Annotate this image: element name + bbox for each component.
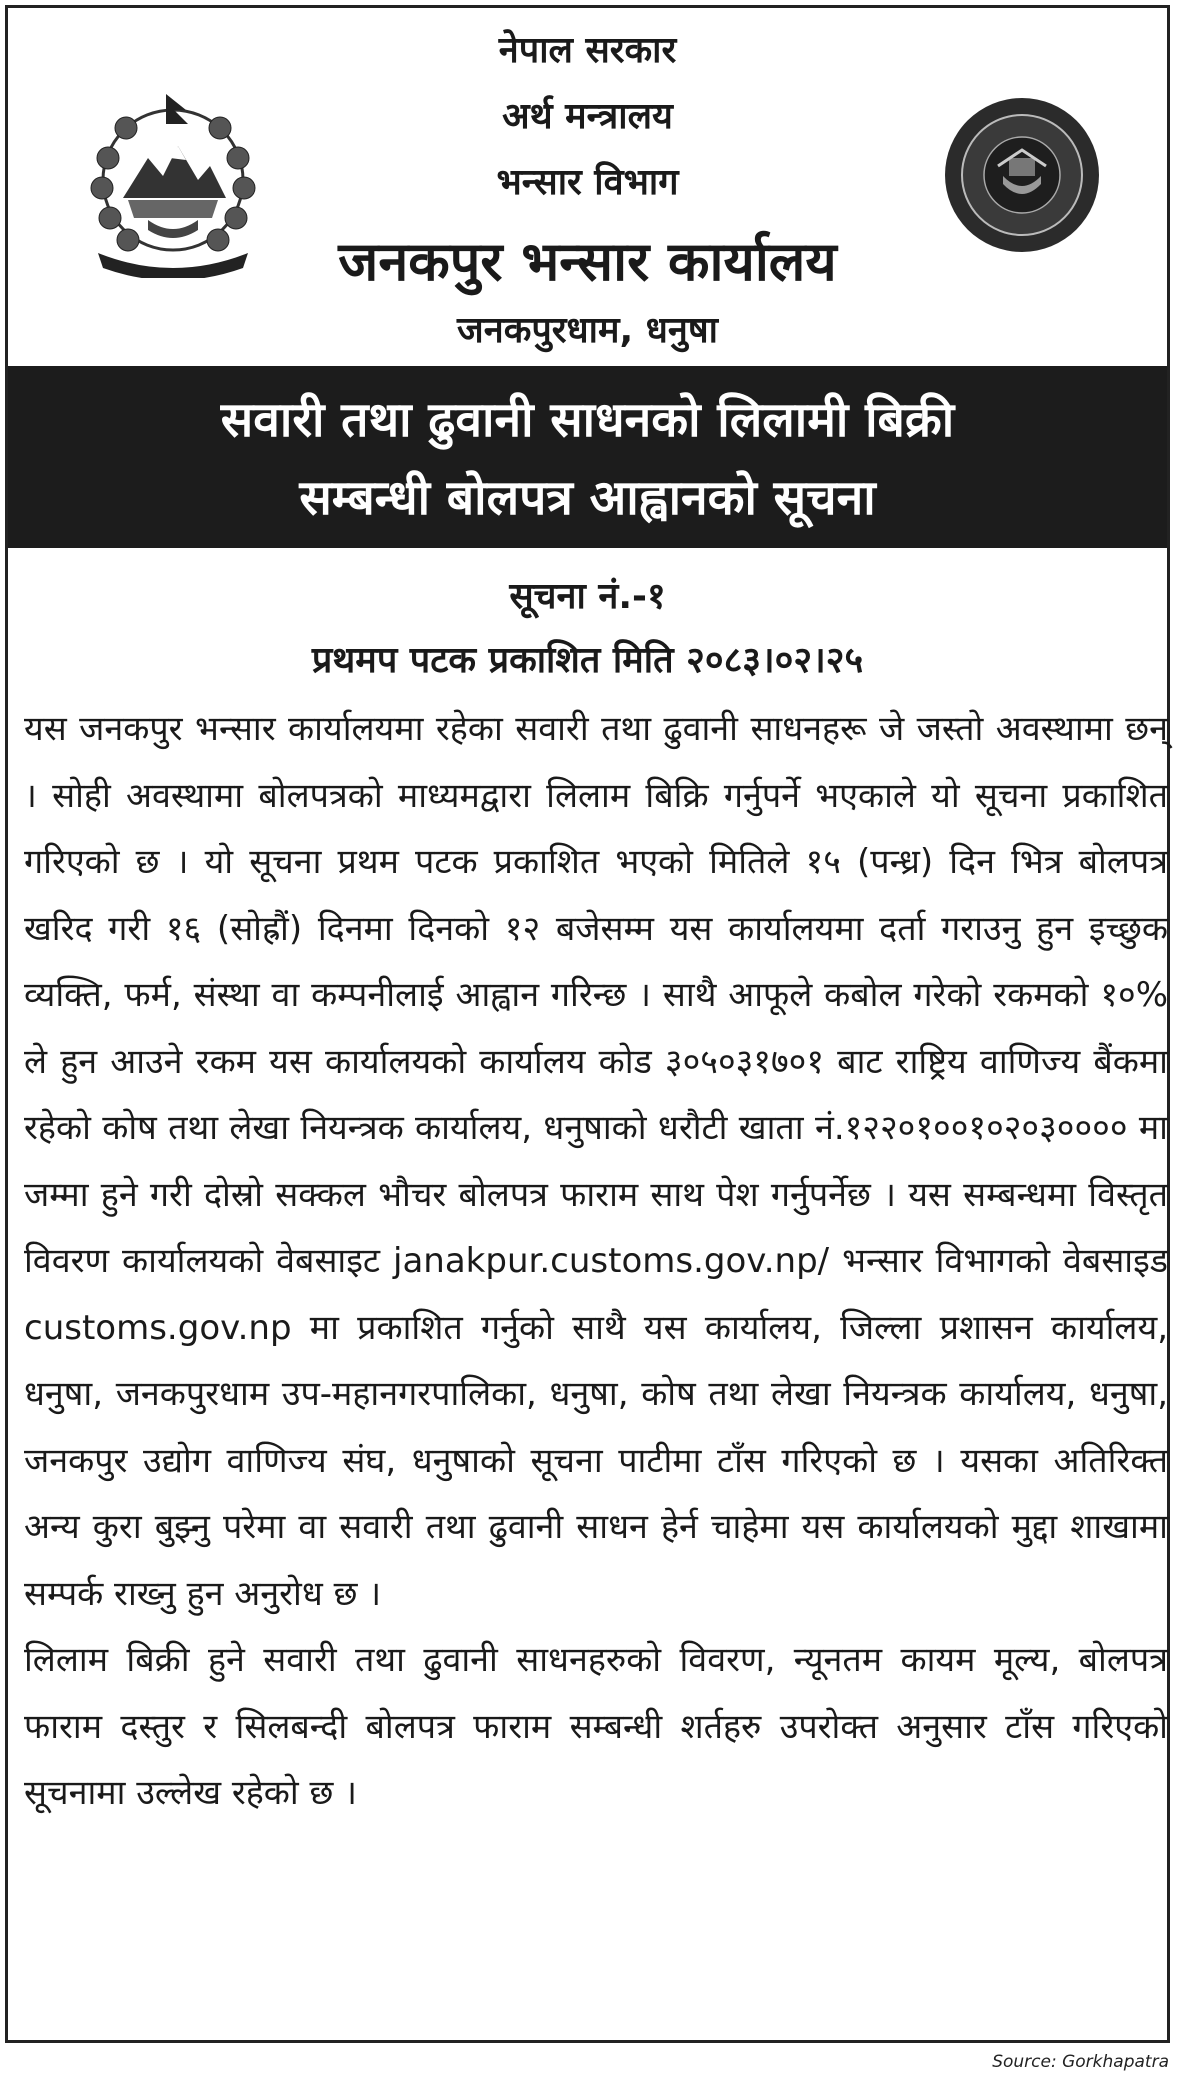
notice-title-banner — [8, 366, 1167, 548]
source-credit: Source: Gorkhapatra — [992, 2052, 1169, 2072]
notice-header — [8, 8, 1167, 366]
government-name: नेपाल सरकार — [498, 30, 677, 71]
body-paragraph-2: लिलाम बिक्री हुने सवारी तथा ढुवानी साधनहरुको विवरण, न्यूनतम कायम मूल्य, बोलपत्र फाराम दस्तुर र सिलबन्दी बोलपत्र फाराम सम्बन्धी शर्तहरु उपरोक्त अनुसार टाँस गरिएको सूचनामा उल्लेख रहेको छ । — [24, 1640, 1168, 1813]
ministry-name: अर्थ मन्त्रालय — [502, 96, 673, 137]
office-name: जनकपुर भन्सार कार्यालय — [338, 230, 837, 293]
publication-date: प्रथमप पटक प्रकाशित मिति २०८३।०२।२५ — [311, 640, 864, 681]
notice-title-line-1: सवारी तथा ढुवानी साधनको लिलामी बिक्री — [220, 392, 955, 448]
notice-body — [24, 696, 1168, 1827]
body-paragraph-1: यस जनकपुर भन्सार कार्यालयमा रहेका सवारी तथा ढुवानी साधनहरू जे जस्तो अवस्थामा छन् । सोही अवस्थामा बोलपत्रको माध्यमद्वारा लिलाम बिक्रि गर्नुपर्ने भएकाले यो सूचना प्रकाशित गरिएको छ । यो सूचना प्रथम पटक प्रकाशित भएको मितिले १५ (पन्ध्र) दिन भित्र बोलपत्र खरिद गरी १६ (सोह्रौं) दिनमा दिनको १२ बजेसम्म यस कार्यालयमा दर्ता गराउनु हुन इच्छुक व्यक्ति, फर्म, संस्था वा कम्पनीलाई आह्वान गरिन्छ । साथै आफूले कबोल गरेको रकमको १०% ले हुन आउने रकम यस कार्यालयको कार्यालय कोड ३०५०३१७०१ बाट राष्ट्रिय वाणिज्य बैंकमा रहेको कोष तथा लेखा नियन्त्रक कार्यालय, धनुषाको धरौटी खाता नं.१२२०१००१०२०३०००० मा जम्मा हुने गरी दोस्रो सक्कल भौचर बोलपत्र फाराम साथ पेश गर्नुपर्नेछ । यस सम्बन्धमा विस्तृत विवरण कार्यालयको वेबसाइट janakpur.customs.gov.np/ भन्सार विभागको वेबसाइड customs.gov.np मा प्रकाशित गर्नुको साथै यस कार्यालय, जिल्ला प्रशासन कार्यालय, धनुषा, जनकपुरधाम उप-महानगरपालिका, धनुषा, कोष तथा लेखा नियन्त्रक कार्यालय, धनुषा, जनकपुर उद्योग वाणिज्य संघ, धनुषाको सूचना पाटीमा टाँस गरिएको छ । यसका अतिरिक्त अन्य कुरा बुझ्नु परेमा वा सवारी तथा ढुवानी साधन हेर्न चाहेमा यस कार्यालयको मुद्दा शाखामा सम्पर्क राख्नु हुन अनुरोध छ । — [24, 709, 1168, 1614]
notice-title-line-2: सम्बन्धी बोलपत्र आह्वानको सूचना — [299, 470, 876, 526]
notice-frame — [5, 5, 1170, 2043]
department-name: भन्सार विभाग — [496, 162, 679, 203]
notice-number: सूचना नं.-१ — [509, 576, 666, 617]
office-address: जनकपुरधाम, धनुषा — [457, 310, 718, 351]
customs-seal-icon — [943, 96, 1101, 254]
